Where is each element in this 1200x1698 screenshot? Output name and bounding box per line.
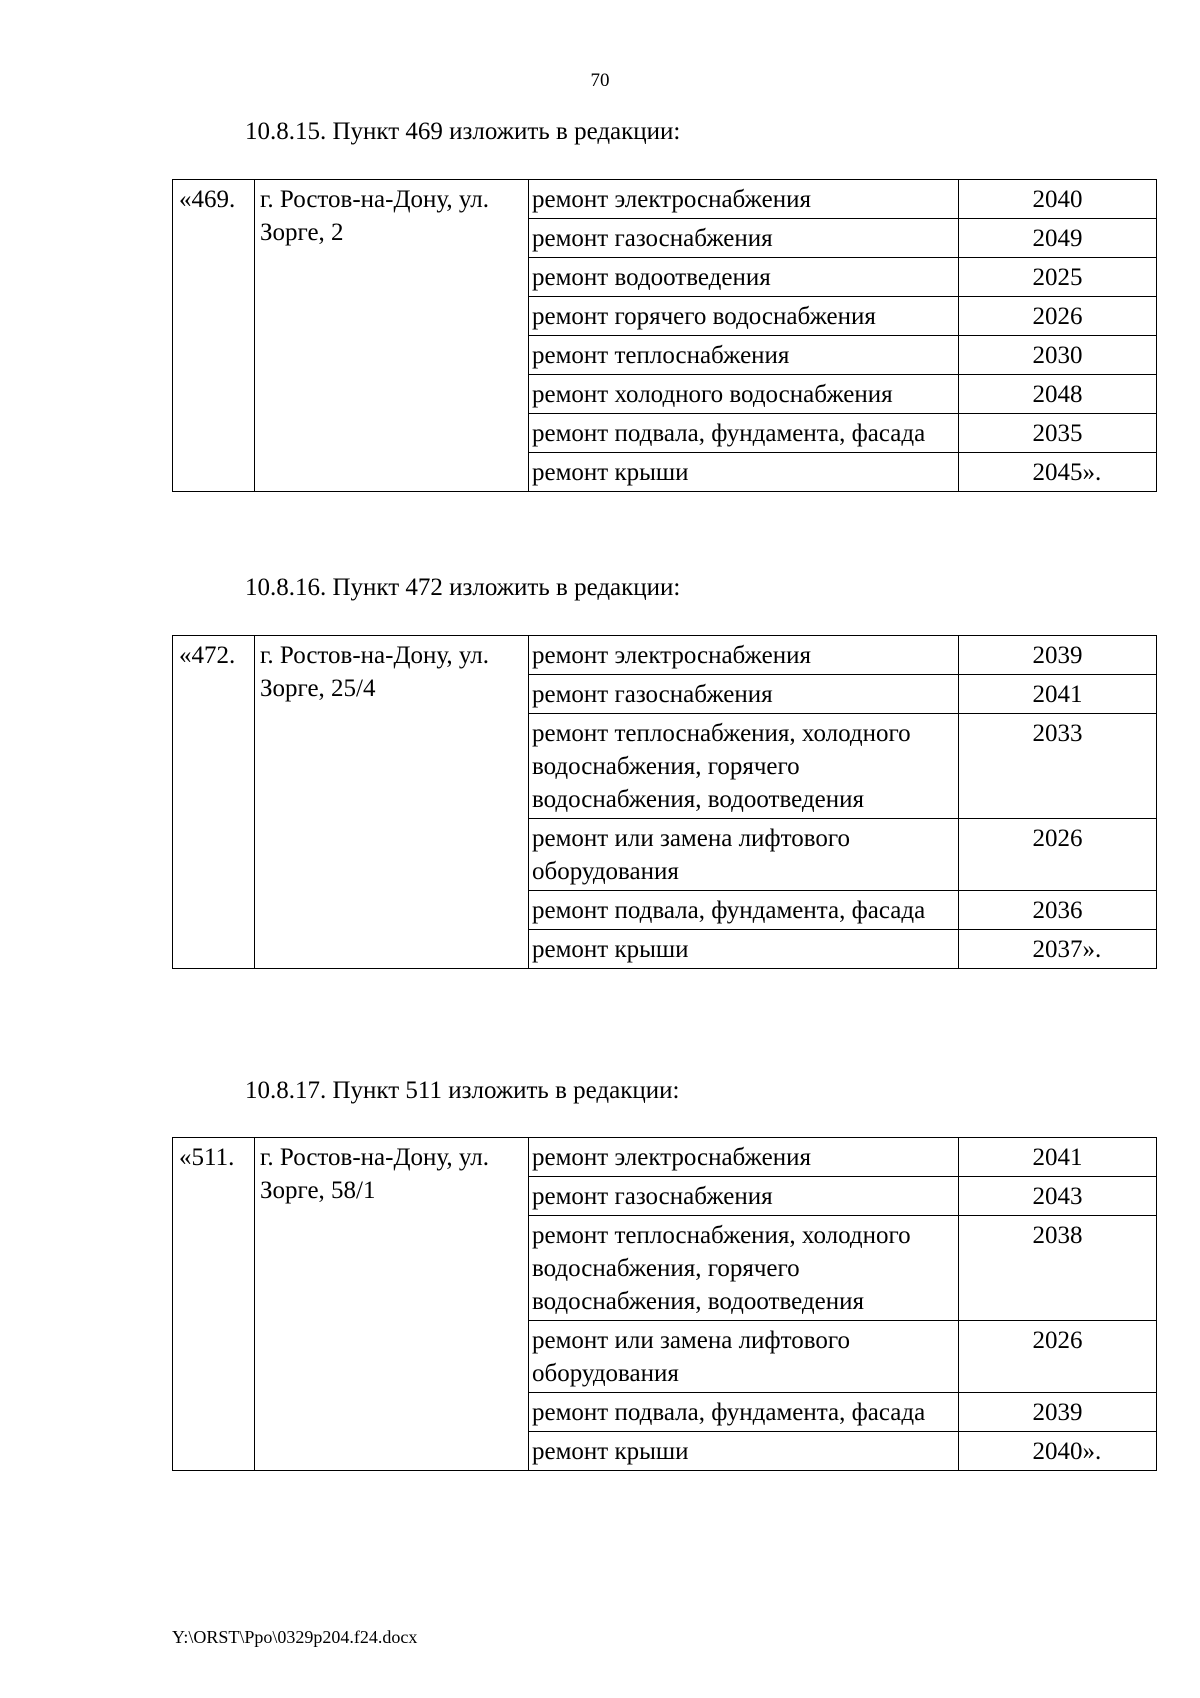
work-type: ремонт теплоснабжения, холодного водоснабжения, горячего водоснабжения, водоотведения [529,714,959,819]
table-body [173,180,1157,492]
work-type: ремонт электроснабжения [529,636,959,675]
work-year: 2038 [1032,1222,1083,1249]
work-year-wrap [1033,678,1083,711]
work-type: ремонт подвала, фундамента, фасада [529,414,959,453]
item-number: «469. [173,180,255,492]
work-year-cell [959,819,1157,891]
work-type: ремонт крыши [529,930,959,969]
section-heading-469: 10.8.15. Пункт 469 изложить в редакции: [245,118,681,145]
work-type: ремонт водоотведения [529,258,959,297]
work-year-cell [959,1138,1157,1177]
work-year-cell [959,1321,1157,1393]
work-year-wrap [1033,222,1083,255]
work-year: 2040 [1032,186,1083,213]
work-year-wrap [1033,1219,1083,1252]
work-year-wrap [1032,933,1102,966]
work-year-wrap [1033,1324,1083,1357]
work-year: 2045 [1032,459,1083,486]
work-type: ремонт горячего водоснабжения [529,297,959,336]
work-year-cell [959,1432,1157,1471]
work-year: 2043 [1032,1183,1083,1210]
work-year: 2036 [1032,897,1083,924]
work-year: 2026 [1032,303,1083,330]
work-year-cell [959,375,1157,414]
closing-quote-suffix: ». [1082,936,1102,963]
work-type: ремонт газоснабжения [529,219,959,258]
work-year-wrap [1033,378,1083,411]
item-address: г. Ростов-на-Дону, ул. Зорге, 2 [255,180,529,492]
work-year-cell [959,219,1157,258]
work-year-cell [959,1216,1157,1321]
item-table-469 [172,179,1157,492]
work-year-cell [959,1177,1157,1216]
table-row [173,1138,1157,1177]
work-year-wrap [1033,339,1083,372]
work-year-cell [959,636,1157,675]
work-year-cell [959,1393,1157,1432]
work-year: 2030 [1032,342,1083,369]
work-year-wrap [1033,717,1083,750]
work-year-wrap [1033,183,1083,216]
work-year-cell [959,297,1157,336]
work-type: ремонт подвала, фундамента, фасада [529,1393,959,1432]
table-row [173,636,1157,675]
work-type: ремонт теплоснабжения, холодного водоснабжения, горячего водоснабжения, водоотведения [529,1216,959,1321]
work-year-wrap [1033,417,1083,450]
work-type: ремонт подвала, фундамента, фасада [529,891,959,930]
work-type: ремонт газоснабжения [529,1177,959,1216]
work-year: 2048 [1032,381,1083,408]
work-year-wrap [1033,822,1083,855]
work-year-wrap [1033,639,1083,672]
footer-file-path: Y:\ORST\Ppo\0329p204.f24.docx [172,1627,418,1647]
item-address: г. Ростов-на-Дону, ул. Зорге, 25/4 [255,636,529,969]
item-address: г. Ростов-на-Дону, ул. Зорге, 58/1 [255,1138,529,1471]
work-year-cell [959,180,1157,219]
work-year-cell [959,453,1157,492]
work-year-wrap [1032,456,1102,489]
work-year-wrap [1033,1141,1083,1174]
work-year: 2026 [1032,825,1083,852]
table-body [173,636,1157,969]
work-year: 2049 [1032,225,1083,252]
closing-quote-suffix: ». [1082,459,1102,486]
table-body [173,1138,1157,1471]
closing-quote-suffix: ». [1082,1438,1102,1465]
section-heading-472: 10.8.16. Пункт 472 изложить в редакции: [245,574,681,601]
section-heading-511: 10.8.17. Пункт 511 изложить в редакции: [245,1077,680,1104]
work-year-cell [959,891,1157,930]
work-year: 2026 [1032,1327,1083,1354]
item-number: «472. [173,636,255,969]
work-year: 2033 [1032,720,1083,747]
table-row [173,180,1157,219]
work-year-wrap [1033,894,1083,927]
work-year-cell [959,675,1157,714]
item-table-472 [172,635,1157,969]
work-type: ремонт крыши [529,1432,959,1471]
work-year: 2041 [1032,681,1083,708]
work-type: ремонт электроснабжения [529,180,959,219]
work-year: 2039 [1032,642,1083,669]
work-year-cell [959,714,1157,819]
work-year: 2037 [1032,936,1083,963]
work-type: ремонт крыши [529,453,959,492]
work-year-wrap [1033,261,1083,294]
item-table-511 [172,1137,1157,1471]
work-type: ремонт теплоснабжения [529,336,959,375]
work-year: 2025 [1032,264,1083,291]
work-type: ремонт или замена лифтового оборудования [529,819,959,891]
work-year: 2040 [1032,1438,1083,1465]
work-year-cell [959,414,1157,453]
work-year-wrap [1033,1180,1083,1213]
work-year-cell [959,258,1157,297]
work-year-wrap [1032,1435,1102,1468]
work-year-wrap [1033,300,1083,333]
item-number: «511. [173,1138,255,1471]
work-year: 2039 [1032,1399,1083,1426]
page-number: 70 [590,70,610,91]
work-type: ремонт электроснабжения [529,1138,959,1177]
work-type: ремонт или замена лифтового оборудования [529,1321,959,1393]
work-year-cell [959,930,1157,969]
work-year-wrap [1033,1396,1083,1429]
work-year-cell [959,336,1157,375]
work-type: ремонт газоснабжения [529,675,959,714]
work-type: ремонт холодного водоснабжения [529,375,959,414]
work-year: 2041 [1032,1144,1083,1171]
work-year: 2035 [1032,420,1083,447]
